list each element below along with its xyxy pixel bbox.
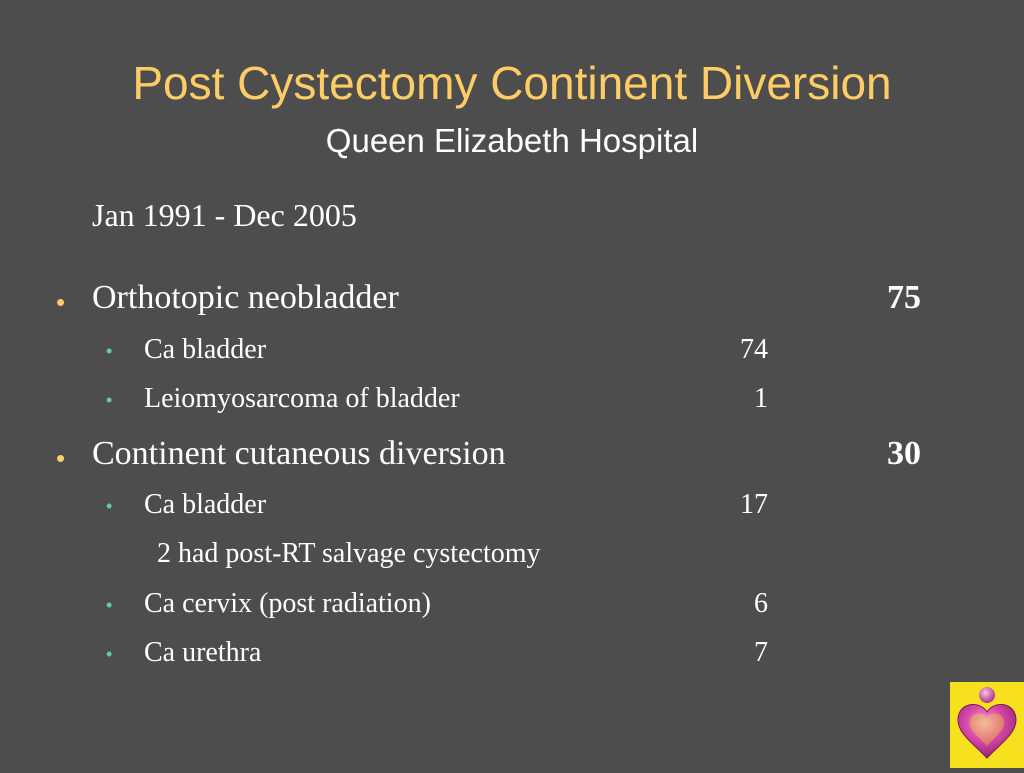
list-item-count: 7 — [754, 637, 768, 668]
bullet-icon: • — [56, 443, 66, 473]
bullet-icon: • — [56, 287, 66, 317]
bullet-icon: • — [106, 496, 113, 516]
bullet-icon: • — [106, 341, 113, 361]
slide-subtitle: Queen Elizabeth Hospital — [325, 122, 699, 159]
group-label-continent-cutaneous-diversion: Continent cutaneous diversion — [92, 435, 506, 472]
date-range: Jan 1991 - Dec 2005 — [92, 197, 357, 233]
bullet-icon: • — [106, 644, 113, 664]
slide-title: Post Cystectomy Continent Diversion — [132, 57, 892, 109]
list-item-count: 17 — [740, 489, 768, 520]
list-item-count: 1 — [754, 383, 768, 414]
group-total-continent-cutaneous-diversion: 30 — [887, 435, 921, 472]
list-item-count: 74 — [740, 334, 768, 365]
list-item-label: Ca bladder — [144, 489, 267, 520]
list-item-label: Ca urethra — [144, 637, 262, 668]
list-item-label: Ca bladder — [144, 334, 267, 365]
bullet-icon: • — [106, 390, 113, 410]
heart-person-logo-graphic — [950, 682, 1024, 768]
group-label-orthotopic-neobladder: Orthotopic neobladder — [92, 279, 399, 316]
list-item-label: Ca cervix (post radiation) — [144, 588, 431, 619]
bullet-icon: • — [106, 595, 113, 615]
group-total-orthotopic-neobladder: 75 — [887, 279, 921, 316]
list-item-note: 2 had post-RT salvage cystectomy — [157, 538, 541, 569]
list-item-count: 6 — [754, 588, 768, 619]
list-item-label: Leiomyosarcoma of bladder — [144, 383, 460, 414]
heart-person-logo-icon — [950, 682, 1024, 768]
